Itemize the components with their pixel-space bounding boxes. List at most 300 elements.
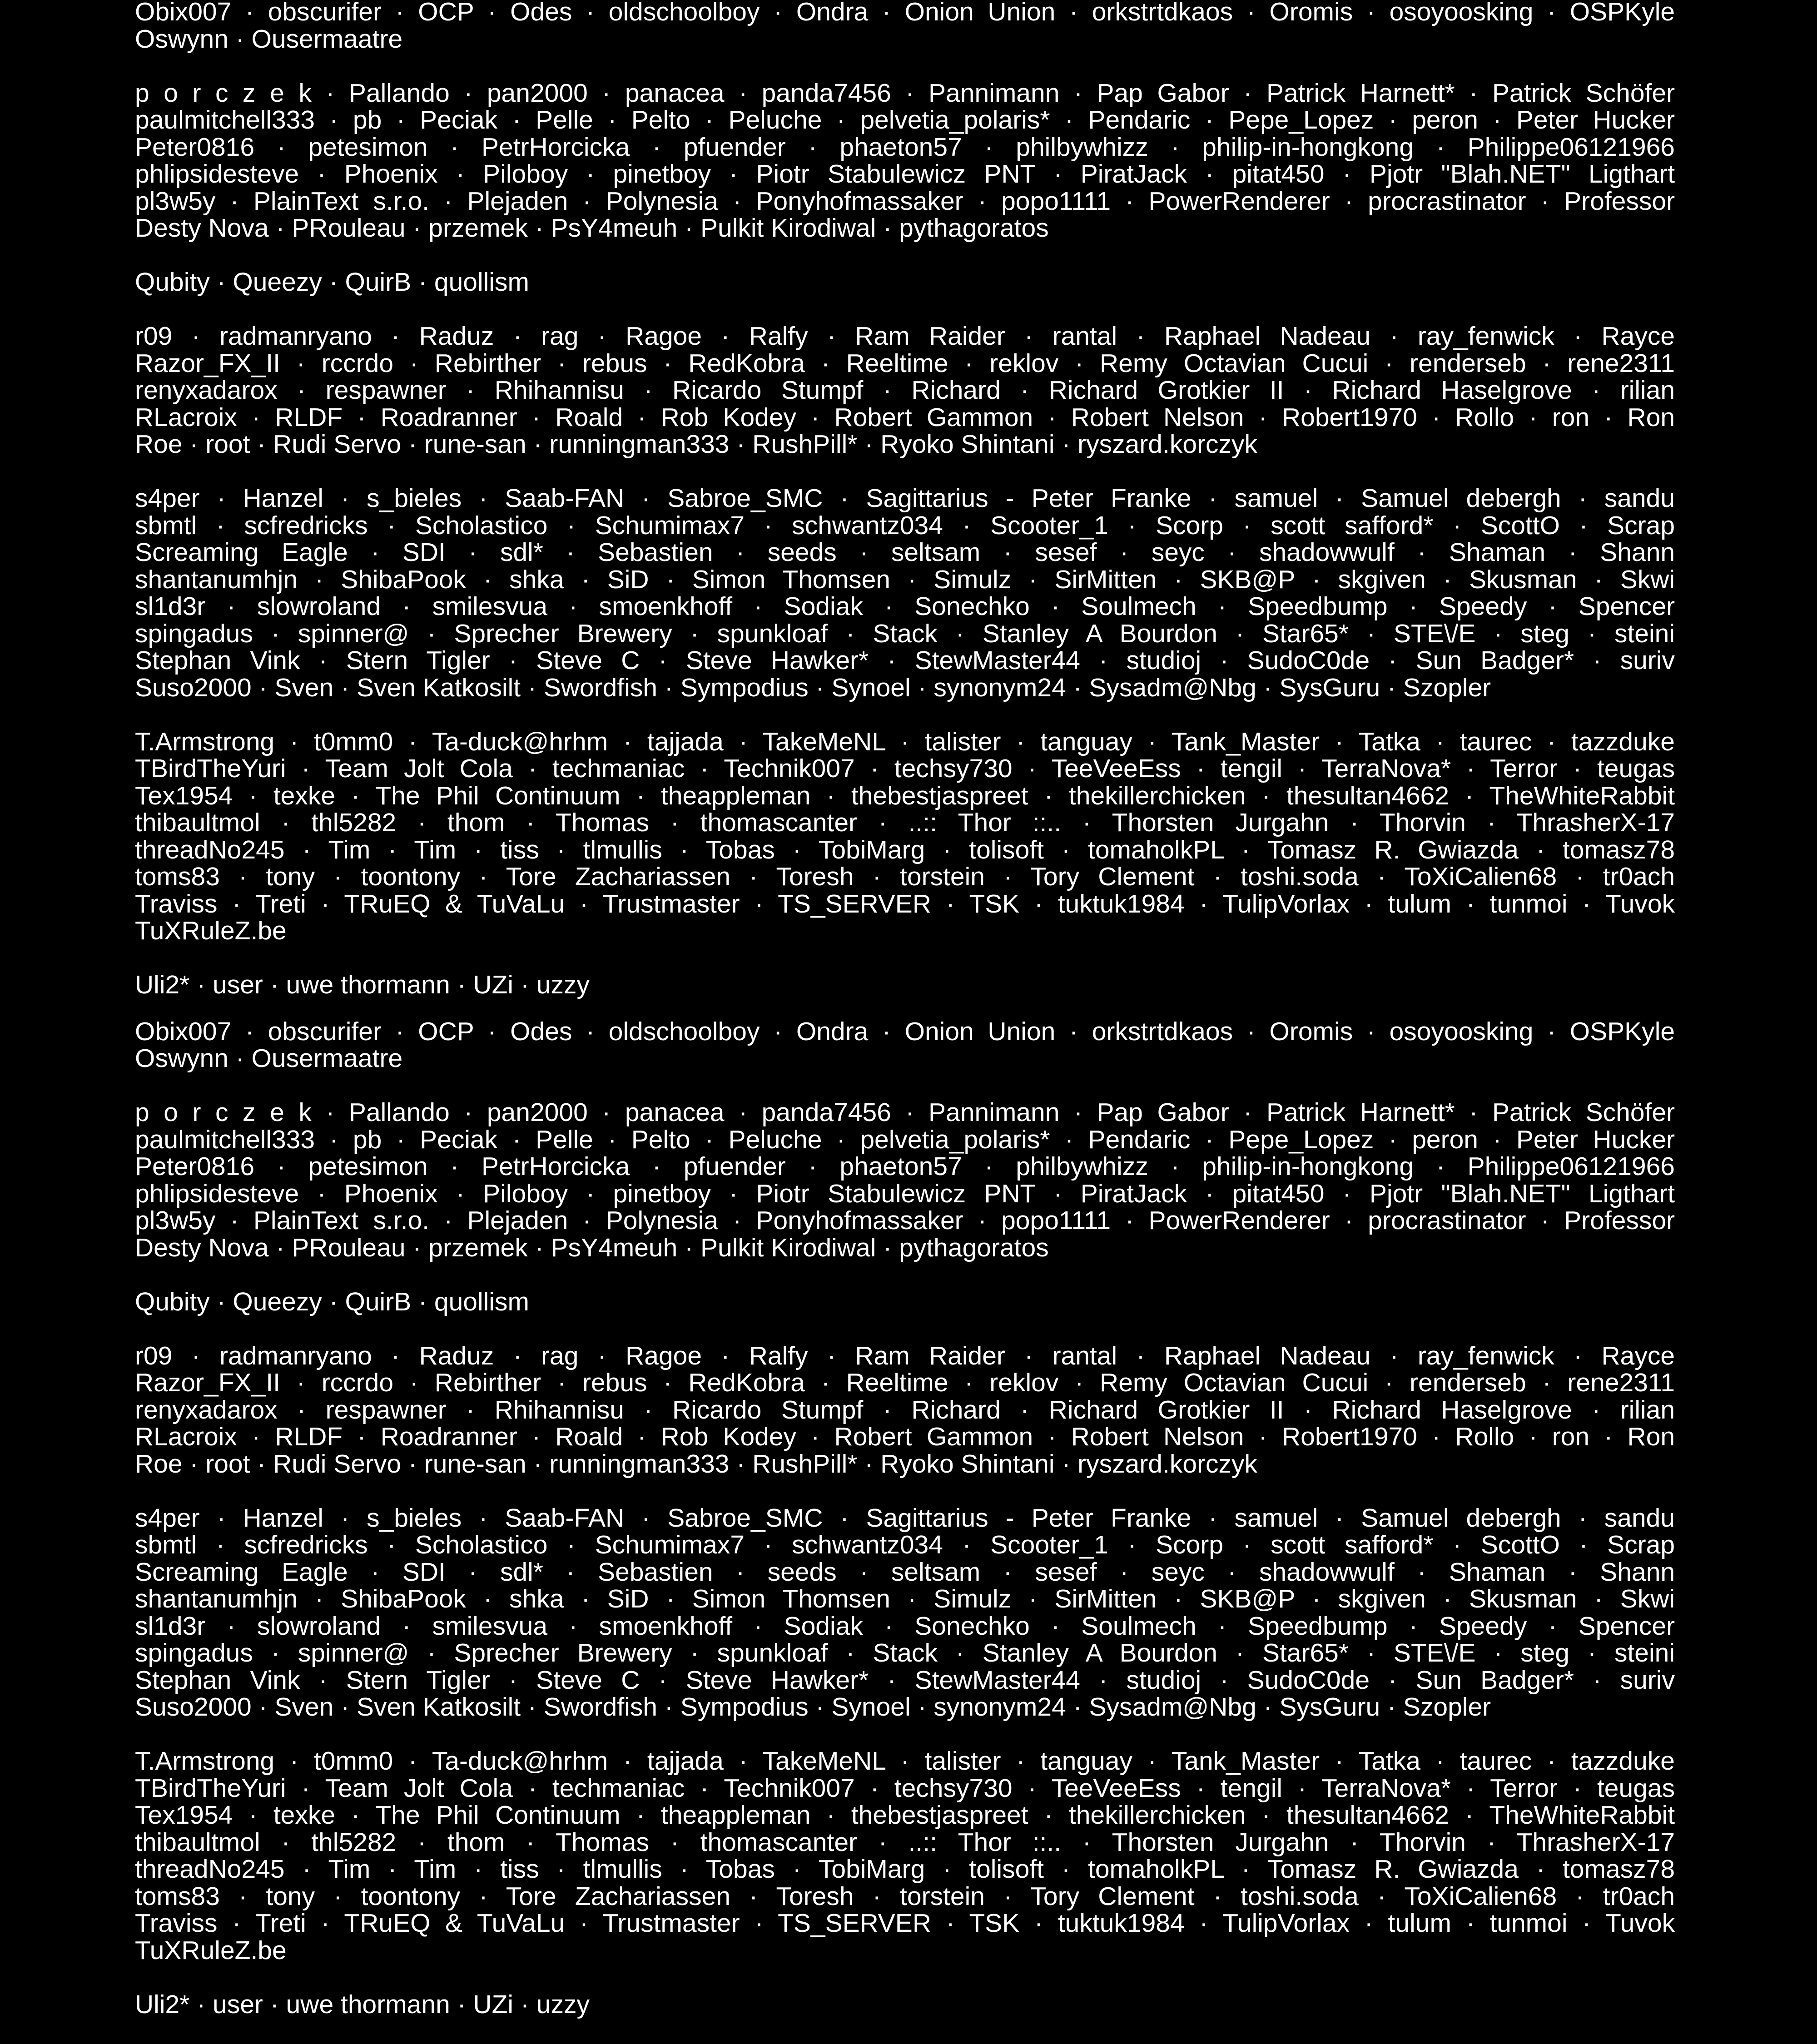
credit-name: pb	[352, 1125, 382, 1154]
credit-name: pitat450	[1232, 1179, 1325, 1208]
credits-line: Desty Nova · PRouleau · przemek · PsY4meuh · Pulkit Kirodiwal · pythagoratos	[135, 213, 1049, 243]
credits-line: phlipsidesteve · Phoenix · Piloboy · pinetboy · Piotr Stabulewicz PNT · PiratJack · pitat450 · Pjotr "Blah.NET" Ligthart	[135, 159, 1675, 189]
credit-name: rantal	[1052, 322, 1117, 351]
credit-name: Obix007	[135, 0, 232, 26]
credit-name: ScottO	[1480, 511, 1560, 540]
credit-name: PsY4meuh	[551, 213, 678, 243]
credits-line: Tex1954 · texke · The Phil Continuum · theappleman · thebestjaspreet · thekillerchicken · thesultan4662 · TheWhiteRabbit	[135, 1801, 1675, 1830]
credit-name: Scooter_1	[990, 511, 1108, 540]
credit-name: Uli2*	[135, 970, 190, 999]
credit-name: scfredricks	[244, 511, 368, 540]
credits-line: spingadus · spinner@ · Sprecher Brewery · spunkloaf · Stack · Stanley A Bourdon · Star65* · STE\/E · steg · steini	[135, 619, 1675, 648]
credit-name: ShibaPook	[341, 565, 466, 594]
credit-name: Hanzel	[243, 1503, 324, 1533]
credits-line: Traviss · Treti · TRuEQ & TuVaLu · Trustmaster · TS_SERVER · TSK · tuktuk1984 · TulipVorlax · tulum · tunmoi · Tuvok	[135, 889, 1675, 918]
credit-name: pythagoratos	[899, 1233, 1049, 1262]
credit-name: RushPill*	[752, 1449, 858, 1478]
credit-name: Piotr Stabulewicz PNT	[756, 159, 1036, 189]
credits-line: Stephan Vink · Stern Tigler · Steve C · Steve Hawker* · StewMaster44 · studioj · SudoC0de · Sun Badger* · suriv	[135, 1665, 1675, 1695]
credit-name: Sysadm@Nbg	[1089, 673, 1256, 702]
credit-name: StewMaster44	[914, 1665, 1080, 1695]
credit-name: Oswynn	[135, 24, 228, 54]
credit-name: user	[213, 970, 263, 999]
credit-name: skgiven	[1338, 565, 1426, 594]
credit-name: taurec	[1460, 727, 1532, 756]
credit-name: Shaman	[1449, 538, 1546, 567]
credit-name: seyc	[1151, 538, 1205, 567]
credit-name: Scorp	[1156, 1530, 1224, 1559]
credit-name: thesultan4662	[1286, 781, 1450, 810]
credit-name: talister	[924, 1746, 1001, 1776]
credit-name: Steve C	[536, 1665, 640, 1695]
credits-line: s4per · Hanzel · s_bieles · Saab-FAN · Sabroe_SMC · Sagittarius - Peter Franke · samuel · Samuel debergh · sandu	[135, 1503, 1675, 1533]
credit-name: Queezy	[233, 268, 322, 297]
credit-name: Terror	[1490, 1773, 1558, 1803]
credit-name: scfredricks	[244, 1530, 368, 1559]
credit-name: spingadus	[135, 619, 253, 648]
credits-paragraph	[135, 972, 1675, 999]
credit-name: Saab-FAN	[505, 1503, 625, 1533]
credit-name: Thorvin	[1379, 1827, 1466, 1857]
credit-name: Sabroe_SMC	[667, 1503, 823, 1533]
credits-line: Suso2000 · Sven · Sven Katkosilt · Swordfish · Sympodius · Synoel · synonym24 · Sysadm@Nbg · SysGuru · Szopler	[135, 673, 1491, 702]
credit-name: Ondra	[796, 0, 869, 26]
credit-name: tiss	[500, 1855, 539, 1884]
credit-name: reklov	[989, 1368, 1059, 1397]
credit-name: UZi	[473, 1989, 514, 2019]
credit-name: runningman333	[549, 1449, 730, 1478]
credit-name: Ta-duck@hrhm	[432, 727, 608, 756]
credit-name: taurec	[1460, 1746, 1532, 1776]
credit-name: Piloboy	[483, 1179, 568, 1208]
credit-name: ..:: Thor ::..	[908, 1827, 1062, 1857]
credit-name: Synoel	[831, 1692, 911, 1722]
credit-name: Stern Tigler	[346, 646, 490, 675]
credit-name: StewMaster44	[914, 646, 1080, 675]
credit-name: renderseb	[1410, 348, 1526, 378]
credit-name: tomasz78	[1562, 835, 1675, 864]
credit-name: philbywhizz	[1016, 132, 1148, 162]
credit-name: Rudi Servo	[273, 430, 402, 459]
credit-name: TobiMarg	[818, 1855, 925, 1884]
credit-name: thekillerchicken	[1068, 1801, 1246, 1830]
credits-line: RLacroix · RLDF · Roadranner · Roald · Rob Kodey · Robert Gammon · Robert Nelson · Robert1970 · Rollo · ron · Ron	[135, 402, 1675, 432]
credit-name: ryszard.korczyk	[1077, 1449, 1258, 1478]
credit-name: ..:: Thor ::..	[908, 808, 1062, 837]
credit-name: smoenkhoff	[599, 1611, 733, 1641]
credit-name: Thorvin	[1379, 808, 1466, 837]
credits-paragraph	[135, 1991, 1675, 2019]
credit-name: Peter Hucker	[1516, 1125, 1675, 1154]
credits-line: threadNo245 · Tim · Tim · tiss · tlmullis · Tobas · TobiMarg · tolisoft · tomaholkPL · Tomasz R. Gwiazda · tomasz78	[135, 835, 1675, 864]
credit-name: rilian	[1620, 376, 1675, 405]
credit-name: QuirB	[345, 1287, 412, 1316]
credit-name: tuktuk1984	[1057, 889, 1185, 918]
credit-name: RushPill*	[752, 430, 858, 459]
credit-name: rag	[541, 322, 579, 351]
credit-name: Stack	[873, 1638, 938, 1667]
credit-name: threadNo245	[135, 1855, 285, 1884]
credit-name: tolisoft	[969, 1855, 1044, 1884]
credit-name: Scrap	[1607, 1530, 1675, 1559]
credit-name: Pjotr "Blah.NET" Ligthart	[1369, 159, 1675, 189]
credits-line: Tex1954 · texke · The Phil Continuum · theappleman · thebestjaspreet · thekillerchicken · thesultan4662 · TheWhiteRabbit	[135, 781, 1675, 810]
credits-line: RLacroix · RLDF · Roadranner · Roald · Rob Kodey · Robert Gammon · Robert Nelson · Robert1970 · Rollo · ron · Ron	[135, 1422, 1675, 1451]
credit-name: PlainText s.r.o.	[253, 186, 429, 216]
credits-line: Razor_FX_II · rccrdo · Rebirther · rebus · RedKobra · Reeltime · reklov · Remy Octavian Cucui · renderseb · rene2311	[135, 1368, 1675, 1397]
credit-name: Trustmaster	[602, 1909, 740, 1938]
credit-name: Peciak	[420, 105, 498, 134]
credit-name: radmanryano	[219, 322, 372, 351]
credits-paragraph	[135, 1748, 1675, 1964]
credit-name: tazzduke	[1571, 1746, 1675, 1776]
credit-name: QuirB	[345, 268, 412, 297]
credit-name: TerraNova*	[1321, 754, 1451, 783]
credit-name: Thomas	[556, 1827, 650, 1857]
credit-name: OCP	[418, 1017, 474, 1046]
credits-line: T.Armstrong · t0mm0 · Ta-duck@hrhm · tajjada · TakeMeNL · talister · tanguay · Tank_Master · Tatka · taurec · tazzduke	[135, 1746, 1675, 1776]
credit-name: toshi.soda	[1241, 862, 1359, 891]
credit-name: Thomas	[556, 808, 650, 837]
credit-name: Ron	[1627, 402, 1675, 432]
credit-name: thekillerchicken	[1068, 781, 1246, 810]
credit-name: SirMitten	[1054, 1584, 1157, 1613]
credit-name: reklov	[989, 348, 1059, 378]
credit-name: Sympodius	[680, 1692, 809, 1722]
credit-name: Richard Grotkier II	[1048, 376, 1284, 405]
credit-name: Traviss	[135, 889, 218, 918]
credit-name: Soulmech	[1081, 592, 1196, 621]
credit-name: Stern Tigler	[346, 1665, 490, 1695]
credit-name: OCP	[418, 0, 474, 26]
credit-name: Screaming Eagle	[135, 538, 348, 567]
credit-name: The Phil Continuum	[375, 781, 621, 810]
credit-name: respawner	[325, 376, 447, 405]
credit-name: Ryoko Shintani	[880, 430, 1055, 459]
credit-name: Tore Zachariassen	[506, 1881, 731, 1911]
credit-name: PRouleau	[292, 1233, 406, 1262]
credit-name: Tomasz R. Gwiazda	[1267, 1855, 1519, 1884]
credit-name: TS_SERVER	[778, 889, 931, 918]
credit-name: Tory Clement	[1030, 1881, 1195, 1911]
credit-name: popo1111	[1001, 186, 1111, 216]
credit-name: Philippe06121966	[1467, 1152, 1675, 1181]
credit-name: Qubity	[135, 268, 210, 297]
credit-name: obscurifer	[268, 0, 382, 26]
credit-name: schwantz034	[792, 511, 943, 540]
credit-name: Tobas	[705, 835, 775, 864]
credits-paragraph	[135, 1099, 1675, 1261]
credit-name: tulum	[1388, 1909, 1451, 1938]
credit-name: Pallando	[348, 78, 450, 108]
credit-name: PlainText s.r.o.	[253, 1206, 429, 1235]
credit-name: Shann	[1600, 1557, 1675, 1587]
credit-name: rantal	[1052, 1341, 1117, 1370]
credit-name: Scrap	[1607, 511, 1675, 540]
credit-name: Obix007	[135, 1017, 232, 1046]
credit-name: Robert1970	[1281, 1422, 1417, 1451]
credit-name: Steve Hawker*	[685, 1665, 869, 1695]
credit-name: runningman333	[549, 430, 730, 459]
credits-line: threadNo245 · Tim · Tim · tiss · tlmullis · Tobas · TobiMarg · tolisoft · tomaholkPL · Tomasz R. Gwiazda · tomasz78	[135, 1855, 1675, 1884]
credit-name: Razor_FX_II	[135, 1368, 280, 1397]
credit-name: Plejaden	[467, 186, 568, 216]
credit-name: phaeton57	[839, 1152, 962, 1181]
credits-paragraph	[135, 0, 1675, 53]
credit-name: Swordfish	[543, 673, 658, 702]
credit-name: ThrasherX-17	[1516, 808, 1675, 837]
credit-name: Odes	[510, 0, 572, 26]
credit-name: Stack	[873, 619, 938, 648]
credit-name: OSPKyle	[1569, 1017, 1675, 1046]
credit-name: uwe thormann	[286, 1989, 450, 2019]
credit-name: STE\/E	[1393, 619, 1476, 648]
credit-name: TSK	[969, 1909, 1020, 1938]
credit-name: Szopler	[1403, 673, 1491, 702]
credit-name: panda7456	[761, 1098, 891, 1127]
credit-name: orkstrtdkaos	[1092, 1017, 1233, 1046]
credits-line: toms83 · tony · toontony · Tore Zachariassen · Toresh · torstein · Tory Clement · toshi.soda · ToXiCalien68 · tr0ach	[135, 862, 1675, 891]
credit-name: Tex1954	[135, 781, 233, 810]
credit-name: Ricardo Stumpf	[672, 376, 864, 405]
credits-line: renyxadarox · respawner · Rhihannisu · Ricardo Stumpf · Richard · Richard Grotkier II · Richard Haselgrove · rilian	[135, 376, 1675, 405]
credit-name: Robert Gammon	[834, 1422, 1033, 1451]
credit-name: tunmoi	[1489, 889, 1568, 918]
credit-name: SiD	[607, 1584, 649, 1613]
credit-name: Peluche	[728, 105, 822, 134]
credits-paragraph	[135, 323, 1675, 458]
credit-name: panacea	[625, 78, 725, 108]
credit-name: Technik007	[724, 1773, 855, 1803]
credit-name: Samuel debergh	[1361, 484, 1561, 513]
credit-name: Sebastien	[598, 1557, 713, 1587]
credit-name: tuktuk1984	[1057, 1909, 1185, 1938]
credit-name: Rayce	[1601, 1341, 1675, 1370]
credit-name: Raduz	[419, 1341, 494, 1370]
credit-name: Skusman	[1469, 565, 1577, 594]
credit-name: peron	[1412, 105, 1478, 134]
credit-name: tomaholkPL	[1087, 1855, 1224, 1884]
credit-name: Queezy	[233, 1287, 322, 1316]
credit-name: The Phil Continuum	[375, 1801, 621, 1830]
credits-line: paulmitchell333 · pb · Peciak · Pelle · Pelto · Peluche · pelvetia_polaris* · Pendaric · Pepe_Lopez · peron · Peter Hucker	[135, 105, 1675, 134]
credit-name: renderseb	[1410, 1368, 1526, 1397]
credit-name: Traviss	[135, 1909, 218, 1938]
credit-name: Scholastico	[415, 1530, 548, 1559]
credit-name: pelvetia_polaris*	[860, 1125, 1050, 1154]
credit-name: pinetboy	[613, 1179, 711, 1208]
credit-name: paulmitchell333	[135, 105, 315, 134]
credit-name: PowerRenderer	[1148, 186, 1330, 216]
credit-name: Tory Clement	[1030, 862, 1195, 891]
credits-line: Uli2* · user · uwe thormann · UZi · uzzy	[135, 1989, 590, 2019]
credit-name: Rob Kodey	[660, 402, 797, 432]
credit-name: SudoC0de	[1247, 646, 1370, 675]
credit-name: Richard	[911, 1395, 1001, 1424]
credit-name: Tatka	[1358, 727, 1420, 756]
credits-line: s4per · Hanzel · s_bieles · Saab-FAN · Sabroe_SMC · Sagittarius - Peter Franke · samuel · Samuel debergh · sandu	[135, 484, 1675, 513]
credits-line: sbmtl · scfredricks · Scholastico · Schumimax7 · schwantz034 · Scooter_1 · Scorp · scott safford* · ScottO · Scrap	[135, 1530, 1675, 1559]
credit-name: PiratJack	[1080, 159, 1187, 189]
credit-name: tengil	[1220, 1773, 1283, 1803]
credit-name: TheWhiteRabbit	[1489, 781, 1675, 810]
credit-name: TulipVorlax	[1222, 1909, 1350, 1938]
credit-name: orkstrtdkaos	[1092, 0, 1233, 26]
credit-name: Treti	[255, 1909, 306, 1938]
credit-name: thomascanter	[700, 808, 857, 837]
credit-name: Ram Raider	[855, 322, 1005, 351]
credit-name: toontony	[361, 862, 461, 891]
credits-line: r09 · radmanryano · Raduz · rag · Ragoe · Ralfy · Ram Raider · rantal · Raphael Nadeau · ray_fenwick · Rayce	[135, 1341, 1675, 1370]
credit-name: Schumimax7	[595, 1530, 745, 1559]
credit-name: RedKobra	[688, 348, 805, 378]
credit-name: SysGuru	[1279, 673, 1380, 702]
credit-name: schwantz034	[792, 1530, 943, 1559]
credit-name: Sabroe_SMC	[667, 484, 823, 513]
credit-name: studioj	[1126, 646, 1201, 675]
credit-name: Sun Badger*	[1415, 1665, 1574, 1695]
credit-name: Tex1954	[135, 1801, 233, 1830]
credit-name: pb	[352, 105, 382, 134]
credits-line: Uli2* · user · uwe thormann · UZi · uzzy	[135, 970, 590, 999]
credits-line: r09 · radmanryano · Raduz · rag · Ragoe · Ralfy · Ram Raider · rantal · Raphael Nadeau · ray_fenwick · Rayce	[135, 322, 1675, 351]
credit-name: Shaman	[1449, 1557, 1546, 1587]
credit-name: synonym24	[933, 673, 1066, 702]
credit-name: ToXiCalien68	[1404, 862, 1557, 891]
credit-name: STE\/E	[1393, 1638, 1476, 1667]
credits-paragraph	[135, 80, 1675, 242]
credits-line: sl1d3r · slowroland · smilesvua · smoenkhoff · Sodiak · Sonechko · Soulmech · Speedbump · Speedy · Spencer	[135, 1611, 1675, 1641]
credit-name: toms83	[135, 862, 220, 891]
credits-line: toms83 · tony · toontony · Tore Zachariassen · Toresh · torstein · Tory Clement · toshi.soda · ToXiCalien68 · tr0ach	[135, 1881, 1675, 1911]
credit-name: PsY4meuh	[551, 1233, 678, 1262]
credit-name: UZi	[473, 970, 514, 999]
credit-name: Tomasz R. Gwiazda	[1267, 835, 1519, 864]
credit-name: s4per	[135, 484, 200, 513]
credit-name: ThrasherX-17	[1516, 1827, 1675, 1857]
credit-name: sl1d3r	[135, 592, 206, 621]
credits-blocks	[135, 0, 1675, 2018]
credit-name: Speedy	[1439, 592, 1527, 621]
credit-name: pelvetia_polaris*	[860, 105, 1050, 134]
credits-line: thibaultmol · thl5282 · thom · Thomas · thomascanter · ..:: Thor ::.. · Thorsten Jurgahn · Thorvin · ThrasherX-17	[135, 808, 1675, 837]
credit-name: Raduz	[419, 322, 494, 351]
credit-name: Toresh	[776, 1881, 854, 1911]
credit-name: Professor	[1564, 186, 1675, 216]
credit-name: thl5282	[311, 1827, 397, 1857]
credit-name: Richard Haselgrove	[1332, 376, 1572, 405]
credit-name: r09	[135, 322, 173, 351]
credit-name: ron	[1552, 1422, 1590, 1451]
credit-name: Scholastico	[415, 511, 548, 540]
credit-name: Peter Hucker	[1516, 105, 1675, 134]
credit-name: Hanzel	[243, 484, 324, 513]
credit-name: tajjada	[647, 727, 724, 756]
credit-name: tulum	[1388, 889, 1451, 918]
credit-name: obscurifer	[268, 1017, 382, 1046]
credit-name: Patrick Harnett*	[1266, 1098, 1455, 1127]
credit-name: RLacroix	[135, 1422, 237, 1451]
credit-name: thom	[447, 808, 505, 837]
credit-name: Piloboy	[483, 159, 568, 189]
credit-name: samuel	[1234, 1503, 1318, 1533]
credit-name: Sebastien	[598, 538, 713, 567]
credit-name: T.Armstrong	[135, 727, 275, 756]
credit-name: tomasz78	[1562, 1855, 1675, 1884]
credit-name: Rayce	[1601, 322, 1675, 351]
credit-name: Robert1970	[1281, 402, 1417, 432]
credit-name: TBirdTheYuri	[135, 1773, 286, 1803]
credit-name: Remy Octavian Cucui	[1100, 1368, 1369, 1397]
credits-line: pl3w5y · PlainText s.r.o. · Plejaden · Polynesia · Ponyhofmassaker · popo1111 · PowerRenderer · procrastinator · Professor	[135, 1206, 1675, 1235]
credit-name: Rollo	[1455, 402, 1514, 432]
credit-name: smoenkhoff	[599, 592, 733, 621]
credit-name: sbmtl	[135, 1530, 197, 1559]
credit-name: Thorsten Jurgahn	[1112, 1827, 1329, 1857]
credit-name: oldschoolboy	[608, 0, 760, 26]
credit-name: uzzy	[536, 1989, 590, 2019]
credit-name: Pelto	[631, 105, 690, 134]
credit-name: Schumimax7	[595, 511, 745, 540]
credits-line: Obix007 · obscurifer · OCP · Odes · oldschoolboy · Ondra · Onion Union · orkstrtdkaos · Oromis · osoyoosking · OSPKyle	[135, 1017, 1675, 1046]
credit-name: Sven Katkosilt	[356, 673, 521, 702]
credit-name: Onion Union	[904, 1017, 1056, 1046]
credit-name: Skwi	[1620, 1584, 1675, 1613]
credit-name: rebus	[582, 1368, 647, 1397]
credits-line: shantanumhjn · ShibaPook · shka · SiD · Simon Thomsen · Simulz · SirMitten · SKB@P · skgiven · Skusman · Skwi	[135, 1584, 1675, 1613]
credit-name: Trustmaster	[602, 889, 740, 918]
credits-paragraph	[135, 1505, 1675, 1721]
credit-name: Speedbump	[1248, 1611, 1388, 1641]
credit-name: Peluche	[728, 1125, 822, 1154]
credit-name: scott safford*	[1271, 511, 1434, 540]
credits-line: sl1d3r · slowroland · smilesvua · smoenkhoff · Sodiak · Sonechko · Soulmech · Speedbump · Speedy · Spencer	[135, 592, 1675, 621]
credit-name: SiD	[607, 565, 649, 594]
credit-name: procrastinator	[1368, 186, 1526, 216]
credit-name: pl3w5y	[135, 1206, 216, 1235]
credit-name: Ousermaatre	[251, 1044, 403, 1073]
credit-name: Shann	[1600, 538, 1675, 567]
credit-name: respawner	[325, 1395, 447, 1424]
credit-name: Tatka	[1358, 1746, 1420, 1776]
credit-name: p o r c z e k	[135, 78, 312, 108]
credit-name: teugas	[1597, 754, 1675, 783]
credit-name: Ralfy	[749, 1341, 808, 1370]
credits-line	[135, 918, 1675, 945]
credit-name: Ondra	[796, 1017, 869, 1046]
credits-line: Screaming Eagle · SDI · sdl* · Sebastien · seeds · seltsam · sesef · seyc · shadowwulf · Shaman · Shann	[135, 1557, 1675, 1587]
credit-name: osoyoosking	[1389, 0, 1534, 26]
credit-name: SudoC0de	[1247, 1665, 1370, 1695]
credit-name: phaeton57	[839, 132, 962, 162]
credit-name: pitat450	[1232, 159, 1325, 189]
credit-name: slowroland	[257, 592, 381, 621]
credit-name: Simon Thomsen	[692, 565, 890, 594]
credit-name: techsy730	[894, 1773, 1013, 1803]
credit-name: threadNo245	[135, 835, 285, 864]
credit-name: Peter0816	[135, 1152, 255, 1181]
credit-name: Simulz	[933, 565, 1012, 594]
credit-name: Roadranner	[380, 402, 517, 432]
credit-name: Thorsten Jurgahn	[1112, 808, 1329, 837]
credit-name: TuXRuleZ.be	[135, 1935, 287, 1965]
credit-name: Ram Raider	[855, 1341, 1005, 1370]
credit-name: pfuender	[683, 132, 786, 162]
credit-name: Pap Gabor	[1097, 1098, 1229, 1127]
credit-name: techmaniac	[552, 754, 685, 783]
credit-name: Synoel	[831, 673, 911, 702]
credit-name: Steve Hawker*	[685, 646, 869, 675]
